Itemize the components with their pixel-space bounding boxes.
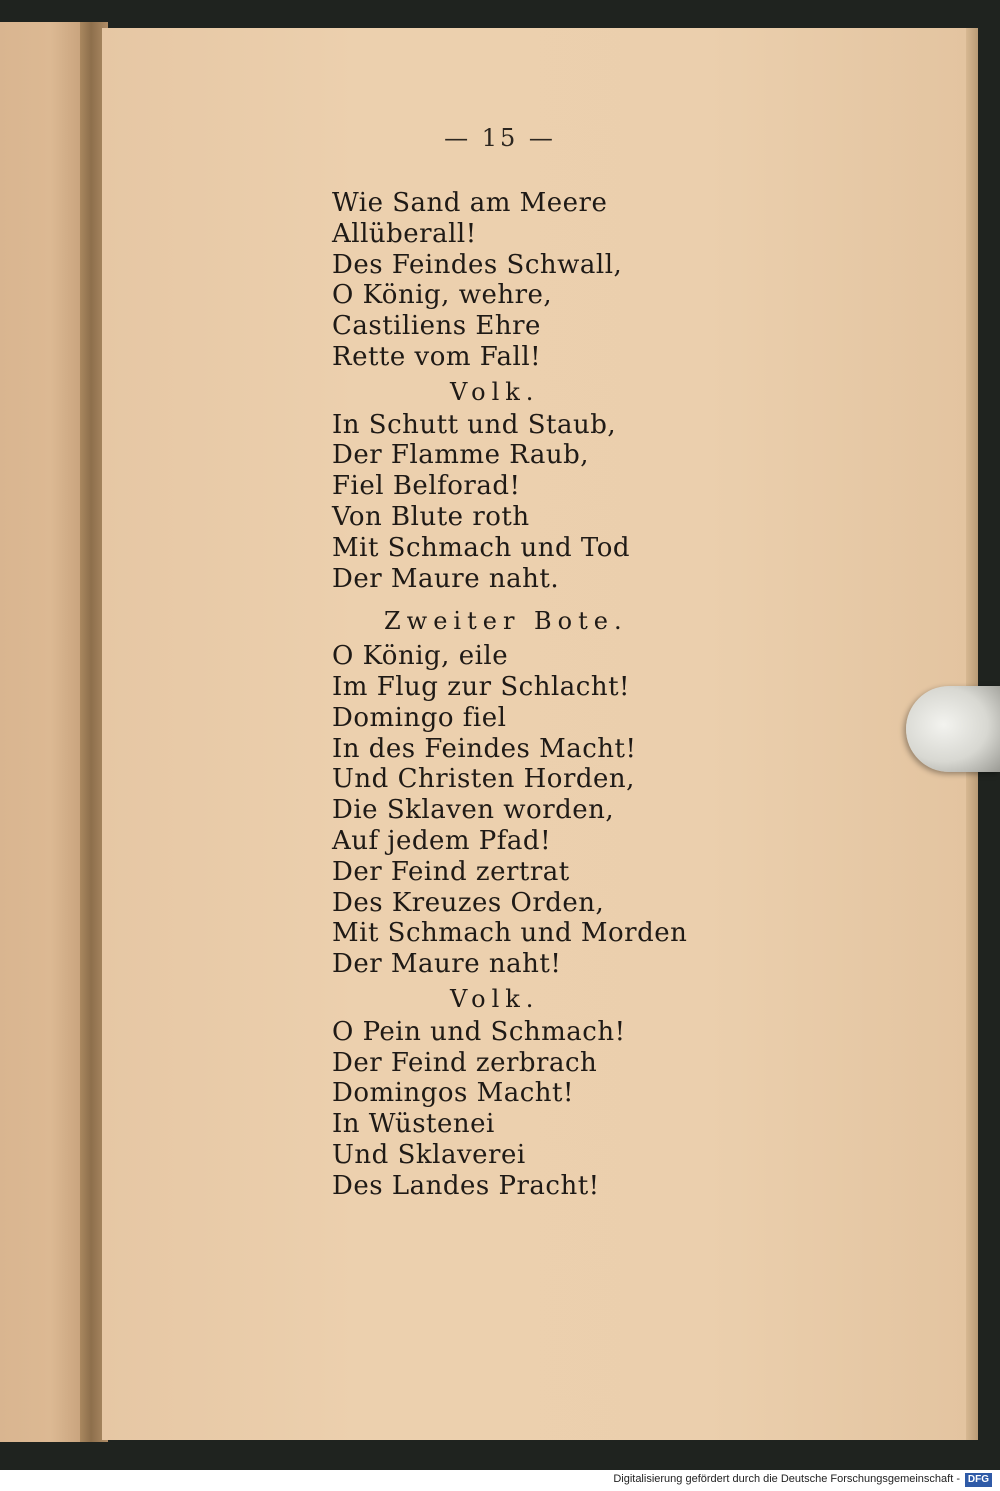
speaker-heading: Volk. bbox=[450, 984, 540, 1013]
verse-line: Im Flug zur Schlacht! bbox=[332, 671, 630, 702]
verse-line: Der Maure naht. bbox=[332, 563, 560, 594]
page-clip bbox=[906, 686, 1000, 772]
speaker-heading: Zweiter Bote. bbox=[384, 607, 628, 636]
verse-line: Und Christen Horden, bbox=[332, 764, 635, 795]
verse-line: Der Feind zertrat bbox=[332, 856, 570, 887]
verse-line: Domingo fiel bbox=[332, 702, 507, 733]
footer-credit: Digitalisierung gefördert durch die Deutsche Forschungsgemeinschaft - bbox=[613, 1473, 960, 1485]
verse-line: In Schutt und Staub, bbox=[332, 409, 617, 440]
verse-line: Der Flamme Raub, bbox=[332, 440, 590, 471]
previous-page-edge bbox=[0, 22, 84, 1442]
verse-line: Der Feind zerbrach bbox=[332, 1047, 598, 1078]
verse-line: Die Sklaven worden, bbox=[332, 795, 615, 826]
stanza-3 bbox=[332, 641, 752, 980]
page-number: — 15 — bbox=[444, 124, 556, 152]
verse-line: Domingos Macht! bbox=[332, 1078, 574, 1109]
verse-line: Von Blute roth bbox=[332, 501, 530, 532]
dfg-logo: DFG bbox=[965, 1473, 992, 1487]
verse-line: O Pein und Schmach! bbox=[332, 1016, 626, 1047]
stanza-1 bbox=[332, 188, 752, 373]
verse-line: O König, wehre, bbox=[332, 280, 553, 311]
verse-line: In des Feindes Macht! bbox=[332, 733, 637, 764]
verse-line: Des Landes Pracht! bbox=[332, 1170, 600, 1201]
verse-line: Des Kreuzes Orden, bbox=[332, 887, 605, 918]
verse-line: Wie Sand am Meere bbox=[332, 188, 608, 218]
verse-line: Allüberall! bbox=[332, 218, 477, 249]
verse-line: Auf jedem Pfad! bbox=[332, 825, 552, 856]
verse-line: Des Feindes Schwall, bbox=[332, 249, 623, 280]
verse-line: Castiliens Ehre bbox=[332, 311, 541, 342]
verse-line: Und Sklaverei bbox=[332, 1139, 526, 1170]
verse-line: Mit Schmach und Morden bbox=[332, 918, 688, 949]
verse-line: Der Maure naht! bbox=[332, 949, 562, 980]
stanza-2 bbox=[332, 410, 752, 595]
verse-line: Fiel Belforad! bbox=[332, 471, 521, 502]
verse-line: Rette vom Fall! bbox=[332, 341, 542, 372]
verse-line: O König, eile bbox=[332, 641, 509, 672]
verse-line: Mit Schmach und Tod bbox=[332, 532, 631, 563]
poem-text bbox=[332, 188, 752, 1202]
speaker-heading: Volk. bbox=[450, 377, 540, 406]
stanza-4 bbox=[332, 1017, 752, 1202]
verse-line: In Wüstenei bbox=[332, 1109, 495, 1140]
